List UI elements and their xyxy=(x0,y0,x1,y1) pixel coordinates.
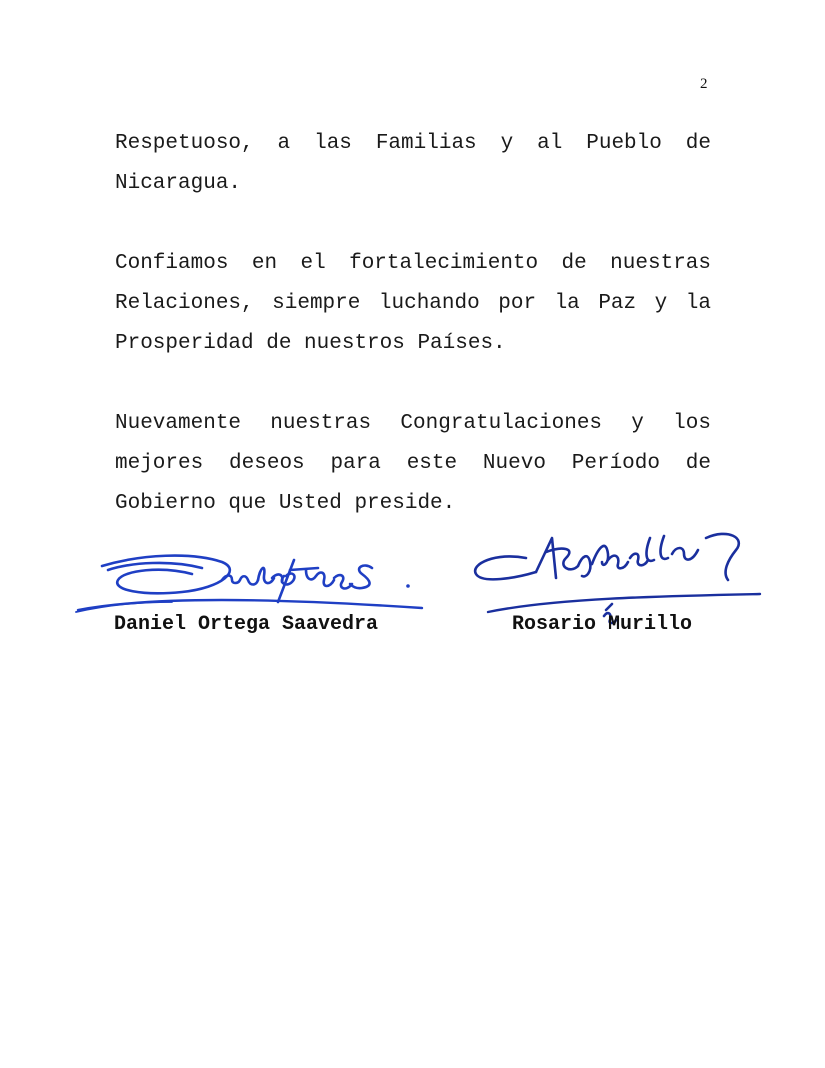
signature-rosario-murillo xyxy=(466,518,766,628)
page-number: 2 xyxy=(700,76,708,92)
text-line: Confiamos en el fortalecimiento de nuestras xyxy=(115,252,711,275)
text-line: Nuevamente nuestras Congratulaciones y los xyxy=(115,412,711,435)
signer-name-left: Daniel Ortega Saavedra xyxy=(114,613,379,636)
text-line: Respetuoso, a las Familias y al Pueblo de xyxy=(115,132,711,155)
paragraph-closing-greeting xyxy=(115,124,711,204)
paragraph-congratulations xyxy=(115,404,711,524)
paragraph-relations xyxy=(115,244,711,364)
signature-daniel-ortega xyxy=(72,540,432,620)
text-line: Nicaragua. xyxy=(115,172,242,195)
text-line: Relaciones, siempre luchando por la Paz y la xyxy=(115,292,711,315)
text-line: Gobierno que Usted preside. xyxy=(115,492,456,515)
text-line: mejores deseos para este Nuevo Período de xyxy=(115,452,711,475)
signer-name-right: Rosario Murillo xyxy=(512,613,693,636)
text-line: Prosperidad de nuestros Países. xyxy=(115,332,506,355)
